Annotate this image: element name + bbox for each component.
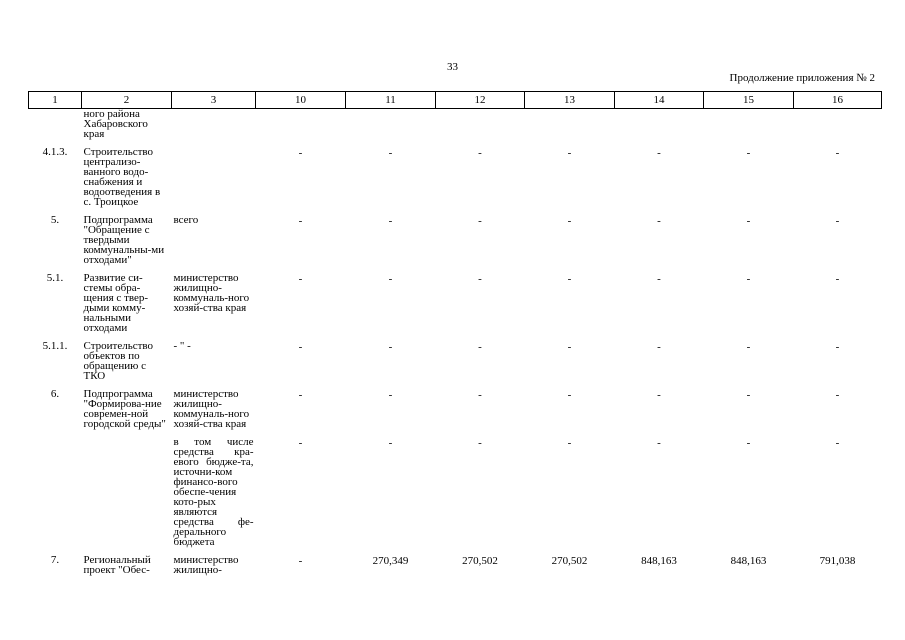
- value-col-12: -: [478, 437, 482, 449]
- row-number: 5.1.1.: [42, 340, 68, 352]
- row-executor: [172, 109, 256, 148]
- value-col-15: -: [746, 147, 751, 159]
- column-header: 12: [436, 92, 525, 109]
- value-col-11: -: [388, 341, 393, 353]
- value-col-15: -: [746, 389, 751, 401]
- value-col-16: -: [835, 341, 840, 353]
- row-name: Подпрограмма "Обращение с твердыми коммунальны-ми отходами": [83, 214, 165, 266]
- value-col-13: -: [567, 273, 572, 285]
- value-col-11: [346, 109, 436, 148]
- row-name: Строительство централизо-ванного водо-снабжения и водоотведения в с. Троицкое: [83, 146, 161, 208]
- value-col-12: 270,502: [462, 555, 498, 567]
- value-col-16: -: [835, 147, 840, 159]
- row-number: [29, 109, 82, 148]
- row-number: 5.1.: [46, 272, 64, 284]
- row-number: [29, 437, 82, 555]
- value-col-13: -: [567, 437, 572, 449]
- row-name: Подпрограмма "Формирова-ние современ-ной городской среды": [83, 388, 166, 430]
- value-col-10: [256, 109, 346, 148]
- value-col-16: -: [835, 389, 840, 401]
- value-col-14: [615, 109, 704, 148]
- value-col-11: 270,349: [372, 555, 409, 567]
- column-header: 3: [172, 92, 256, 109]
- row-executor: министерство жилищно-: [173, 554, 239, 576]
- value-col-15: 848,163: [730, 555, 767, 567]
- value-col-13: -: [567, 147, 572, 159]
- value-col-11: -: [388, 389, 393, 401]
- value-col-15: -: [746, 273, 751, 285]
- column-header: 15: [704, 92, 794, 109]
- value-col-11: -: [388, 215, 393, 227]
- appendix-table: [28, 91, 882, 575]
- value-col-10: -: [298, 273, 303, 285]
- value-col-16: 791,038: [819, 555, 856, 567]
- column-header: 14: [615, 92, 704, 109]
- row-name: Развитие си-стемы обра-щения с твер-дыми комму-нальными отходами: [83, 272, 149, 334]
- value-col-14: -: [657, 215, 661, 227]
- page-number: 33: [447, 61, 458, 73]
- row-number: 7.: [50, 554, 60, 566]
- value-col-10: -: [298, 147, 303, 159]
- value-col-10: -: [298, 555, 303, 567]
- row-number: 5.: [50, 214, 60, 226]
- value-col-11: -: [388, 147, 393, 159]
- value-col-10: -: [298, 341, 303, 353]
- value-col-10: -: [298, 437, 303, 449]
- row-executor: министерство жилищно-коммуналь-ного хозяй-ства края: [173, 272, 250, 314]
- value-col-15: -: [746, 437, 751, 449]
- column-header: 1: [29, 92, 82, 109]
- value-col-14: -: [657, 389, 661, 401]
- column-header: 16: [794, 92, 882, 109]
- row-executor: в том числе средства кра-евого бюдже-та, источни-ком финансо-вого обеспе-чения кото-рых являются средства фе-дерального бюджета: [173, 436, 254, 548]
- column-header: 10: [256, 92, 346, 109]
- value-col-12: -: [478, 389, 482, 401]
- table-row: [29, 389, 882, 437]
- row-name: [82, 437, 172, 555]
- row-name: ного района Хабаровского края: [83, 108, 148, 140]
- value-col-16: -: [835, 273, 840, 285]
- value-col-12: -: [478, 341, 482, 353]
- value-col-13: 270,502: [551, 555, 588, 567]
- row-number: 6.: [50, 388, 60, 400]
- row-executor: всего: [173, 214, 199, 226]
- value-col-15: [704, 109, 794, 148]
- value-col-14: -: [657, 437, 661, 449]
- table-row: [29, 147, 882, 215]
- value-col-13: -: [567, 341, 572, 353]
- row-name: Строительство объектов по обращению с ТКО: [83, 340, 154, 382]
- value-col-14: -: [657, 273, 661, 285]
- row-executor: министерство жилищно-коммуналь-ного хозяй-ства края: [173, 388, 250, 430]
- table-row: [29, 437, 882, 555]
- value-col-16: -: [835, 437, 840, 449]
- value-col-16: [794, 109, 882, 148]
- value-col-16: -: [835, 215, 840, 227]
- table-row: [29, 215, 882, 273]
- row-executor: [172, 147, 256, 215]
- appendix-continuation-label: Продолжение приложения № 2: [729, 72, 875, 84]
- value-col-13: -: [567, 389, 572, 401]
- column-header: 13: [525, 92, 615, 109]
- value-col-12: -: [478, 215, 482, 227]
- value-col-10: -: [298, 389, 303, 401]
- row-executor: - " -: [173, 340, 191, 352]
- row-number: 4.1.3.: [42, 146, 68, 158]
- value-col-14: -: [657, 147, 661, 159]
- value-col-12: -: [478, 273, 482, 285]
- column-header: 11: [346, 92, 436, 109]
- value-col-11: -: [388, 437, 393, 449]
- value-col-14: 848,163: [641, 555, 677, 567]
- table-row: [29, 273, 882, 341]
- value-col-13: [525, 109, 615, 148]
- value-col-12: [436, 109, 525, 148]
- table-row: [29, 555, 882, 575]
- row-name: Региональный проект "Обес-: [83, 554, 151, 576]
- column-header: 2: [82, 92, 172, 109]
- value-col-11: -: [388, 273, 393, 285]
- value-col-10: -: [298, 215, 303, 227]
- table-header-row: [29, 92, 882, 109]
- table-row: [29, 341, 882, 389]
- value-col-15: -: [746, 341, 751, 353]
- table-row: [29, 109, 882, 148]
- value-col-12: -: [478, 147, 482, 159]
- value-col-15: -: [746, 215, 751, 227]
- value-col-14: -: [657, 341, 661, 353]
- value-col-13: -: [567, 215, 572, 227]
